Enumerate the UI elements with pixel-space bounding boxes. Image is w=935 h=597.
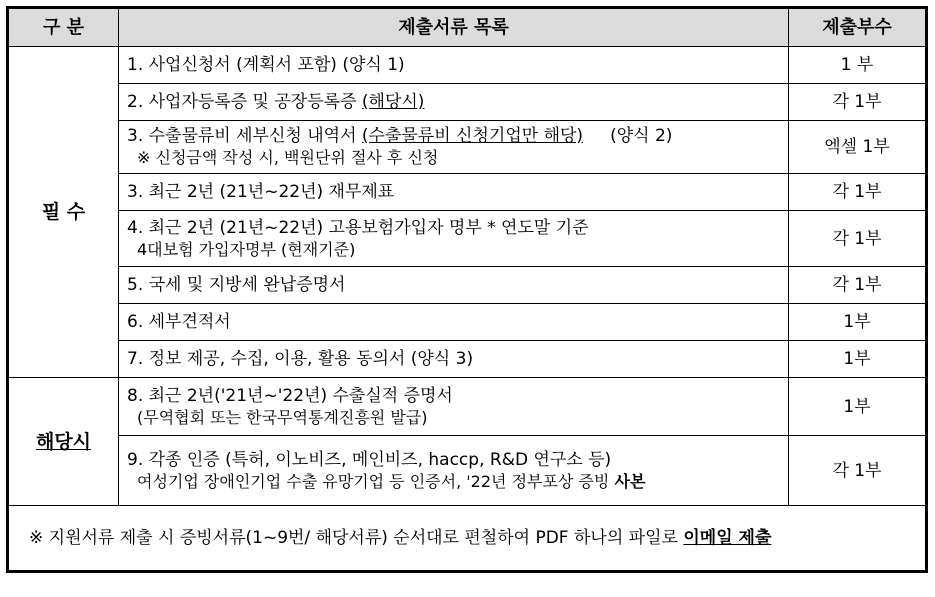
table-row xyxy=(9,84,926,121)
doc-item: 8. 최근 2년('21년~'22년) 수출실적 증명서 (무역협회 또는 한국무역통계진흥원 발급) xyxy=(119,378,789,436)
doc-item: 1. 사업신청서 (계획서 포함) (양식 1) xyxy=(119,47,789,84)
table-row xyxy=(9,47,926,84)
doc-count: 엑셀 1부 xyxy=(789,121,926,174)
doc-item: 3. 최근 2년 (21년~22년) 재무제표 xyxy=(119,174,789,211)
table-row xyxy=(9,304,926,341)
doc-item: 9. 각종 인증 (특허, 이노비즈, 메인비즈, haccp, R&D 연구소 등) 여성기업 장애인기업 수출 유망기업 등 인증서, '22년 정부포상 증빙 사본 xyxy=(119,436,789,506)
table-row xyxy=(9,378,926,436)
doc-count: 각 1부 xyxy=(789,84,926,121)
footer-row xyxy=(9,506,926,571)
category-if-applicable: 해당시 xyxy=(9,378,119,506)
document-table xyxy=(6,6,928,573)
doc-item: 6. 세부견적서 xyxy=(119,304,789,341)
doc-item: 3. 수출물류비 세부신청 내역서 (수출물류비 신청기업만 해당) (양식 2) ※ 신청금액 작성 시, 백원단위 절사 후 신청 xyxy=(119,121,789,174)
doc-count: 각 1부 xyxy=(789,211,926,267)
header-count: 제출부수 xyxy=(789,9,926,47)
table-row xyxy=(9,436,926,506)
doc-item: 4. 최근 2년 (21년~22년) 고용보험가입자 명부 * 연도말 기준 4대보험 가입자명부 (현재기준) xyxy=(119,211,789,267)
header-category: 구 분 xyxy=(9,9,119,47)
table-row xyxy=(9,211,926,267)
doc-count: 1부 xyxy=(789,341,926,378)
submission-note: ※ 지원서류 제출 시 증빙서류(1~9번/ 해당서류) 순서대로 편철하여 PDF 하나의 파일로 이메일 제출 xyxy=(9,506,926,571)
doc-item: 5. 국세 및 지방세 완납증명서 xyxy=(119,267,789,304)
table-row xyxy=(9,267,926,304)
table-row xyxy=(9,121,926,174)
header-row xyxy=(9,9,926,47)
header-documents: 제출서류 목록 xyxy=(119,9,789,47)
doc-count: 각 1부 xyxy=(789,267,926,304)
doc-item: 2. 사업자등록증 및 공장등록증 (해당시) xyxy=(119,84,789,121)
table-row xyxy=(9,174,926,211)
doc-count: 1부 xyxy=(789,378,926,436)
doc-count: 1부 xyxy=(789,304,926,341)
doc-count: 1 부 xyxy=(789,47,926,84)
doc-item: 7. 정보 제공, 수집, 이용, 활용 동의서 (양식 3) xyxy=(119,341,789,378)
doc-count: 각 1부 xyxy=(789,436,926,506)
category-required: 필 수 xyxy=(9,47,119,378)
doc-count: 각 1부 xyxy=(789,174,926,211)
table-row xyxy=(9,341,926,378)
